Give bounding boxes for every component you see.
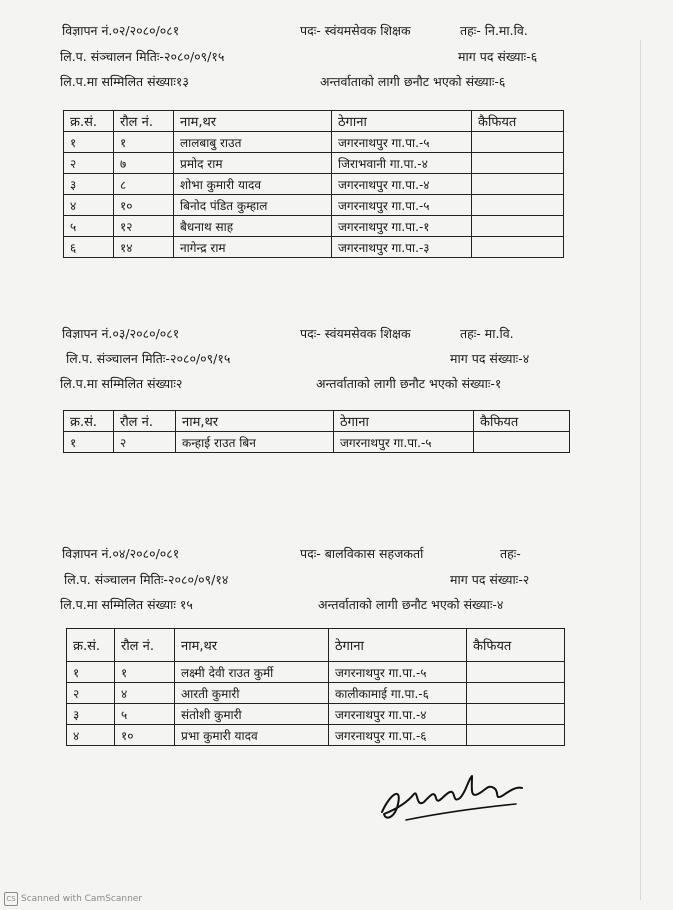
- notice-number: विज्ञापन नं.०३/२०८०/०८१: [62, 326, 180, 341]
- cell-address: जगरनाथपुर गा.पा.-५: [332, 195, 472, 216]
- cell-address: जगरनाथपुर गा.पा.-१: [332, 216, 472, 237]
- table-row: [64, 174, 564, 195]
- cell-serial: ३: [67, 704, 115, 725]
- notice-number: विज्ञापन नं.०४/२०८०/०८१: [62, 546, 180, 561]
- cell-remarks: [472, 153, 564, 174]
- header-address: ठेगाना: [332, 111, 472, 132]
- cell-name: बिनोद पंडित कुम्हाल: [174, 195, 332, 216]
- header-remarks: कैफियत: [472, 111, 564, 132]
- post-title: पदः- स्वंयमसेवक शिक्षक: [300, 326, 411, 341]
- table-row: [64, 216, 564, 237]
- cell-serial: १: [64, 132, 114, 153]
- level: तहः- नि.मा.वि.: [460, 23, 528, 38]
- shortlisted-count: अन्तर्वाताको लागी छनौट भएको संख्याः-६: [320, 74, 506, 89]
- header-roll: रौल नं.: [114, 111, 174, 132]
- cell-name: कन्हाई राउत बिन: [176, 432, 334, 453]
- shortlisted-count: अन्तर्वाताको लागी छनौट भएको संख्याः-४: [318, 597, 504, 612]
- participant-count: लि.प.मा सम्मिलित संख्याः १५: [60, 597, 193, 612]
- cell-serial: १: [64, 432, 114, 453]
- header-address: ठेगाना: [329, 629, 467, 662]
- cell-remarks: [472, 216, 564, 237]
- cell-name: आरती कुमारी: [175, 683, 329, 704]
- cell-roll: ४: [115, 683, 175, 704]
- demand-count: माग पद संख्याः-६: [458, 49, 538, 64]
- cell-roll: ५: [115, 704, 175, 725]
- cell-serial: १: [67, 662, 115, 683]
- exam-date: लि.प. संञ्चालन मितिः-२०८०/०९/१५: [60, 49, 225, 64]
- level: तहः- मा.वि.: [460, 326, 514, 341]
- cell-serial: ६: [64, 237, 114, 258]
- header-serial: क्र.सं.: [67, 629, 115, 662]
- cell-roll: १०: [114, 195, 174, 216]
- shortlist-table: [63, 110, 564, 258]
- cell-serial: ३: [64, 174, 114, 195]
- cell-address: जगरनाथपुर गा.पा.-४: [332, 174, 472, 195]
- exam-date: लि.प. संञ्चालन मितिः-२०८०/०९/१५: [66, 351, 231, 366]
- cell-remarks: [472, 195, 564, 216]
- signature-image: [376, 764, 526, 828]
- header-name: नाम,थर: [174, 111, 332, 132]
- cell-address: जगरनाथपुर गा.पा.-३: [332, 237, 472, 258]
- cell-roll: ८: [114, 174, 174, 195]
- cell-remarks: [467, 683, 565, 704]
- shortlist-table: [63, 410, 570, 453]
- table-row: [67, 683, 565, 704]
- table-row: [64, 153, 564, 174]
- table-row: [64, 132, 564, 153]
- demand-count: माग पद संख्याः-२: [450, 572, 530, 587]
- cell-serial: ५: [64, 216, 114, 237]
- cell-roll: १२: [114, 216, 174, 237]
- header-roll: रौल नं.: [115, 629, 175, 662]
- cell-name: लक्ष्मी देवी राउत कुर्मी: [175, 662, 329, 683]
- header-serial: क्र.सं.: [64, 411, 114, 432]
- table-row: [64, 237, 564, 258]
- header-name: नाम,थर: [176, 411, 334, 432]
- camscanner-text: Scanned with CamScanner: [21, 894, 143, 904]
- cell-remarks: [467, 704, 565, 725]
- table-header-row: [67, 629, 565, 662]
- table-row: [67, 662, 565, 683]
- cell-remarks: [472, 174, 564, 195]
- cell-roll: १४: [114, 237, 174, 258]
- header-name: नाम,थर: [175, 629, 329, 662]
- post-title: पदः- बालविकास सहजकर्ता: [300, 546, 424, 561]
- exam-date: लि.प. संञ्चालन मितिः-२०८०/०९/१४: [64, 572, 229, 587]
- page-edge-shadow: [640, 40, 641, 900]
- cell-roll: ७: [114, 153, 174, 174]
- cell-name: प्रमोद राम: [174, 153, 332, 174]
- cell-roll: १०: [115, 725, 175, 746]
- cell-address: जगरनाथपुर गा.पा.-६: [329, 725, 467, 746]
- participant-count: लि.प.मा सम्मिलित संख्याः१३: [60, 74, 189, 89]
- cell-roll: १: [115, 662, 175, 683]
- cell-remarks: [472, 237, 564, 258]
- shortlist-table: [66, 628, 565, 746]
- header-remarks: कैफियत: [467, 629, 565, 662]
- participant-count: लि.प.मा सम्मिलित संख्याः२: [60, 376, 183, 391]
- header-remarks: कैफियत: [474, 411, 570, 432]
- cell-address: कालीकामाई गा.पा.-६: [329, 683, 467, 704]
- cell-name: लालबाबु राउत: [174, 132, 332, 153]
- post-title: पदः- स्वंयमसेवक शिक्षक: [300, 23, 411, 38]
- cell-address: जगरनाथपुर गा.पा.-४: [329, 704, 467, 725]
- cell-address: जगरनाथपुर गा.पा.-५: [334, 432, 474, 453]
- camscanner-watermark: [4, 892, 142, 906]
- cell-remarks: [467, 662, 565, 683]
- cell-serial: २: [64, 153, 114, 174]
- cell-name: संतोशी कुमारी: [175, 704, 329, 725]
- demand-count: माग पद संख्याः-४: [450, 351, 530, 366]
- cell-roll: १: [114, 132, 174, 153]
- cell-serial: २: [67, 683, 115, 704]
- cell-remarks: [474, 432, 570, 453]
- table-row: [64, 432, 570, 453]
- cell-name: नागेन्द्र राम: [174, 237, 332, 258]
- table-row: [64, 195, 564, 216]
- table-header-row: [64, 411, 570, 432]
- cell-roll: २: [114, 432, 176, 453]
- cell-address: जिराभवानी गा.पा.-४: [332, 153, 472, 174]
- cell-remarks: [467, 725, 565, 746]
- camscanner-icon: CS: [4, 892, 18, 906]
- cell-remarks: [472, 132, 564, 153]
- header-serial: क्र.सं.: [64, 111, 114, 132]
- cell-address: जगरनाथपुर गा.पा.-५: [329, 662, 467, 683]
- cell-address: जगरनाथपुर गा.पा.-५: [332, 132, 472, 153]
- shortlisted-count: अन्तर्वाताको लागी छनौट भएको संख्याः-१: [316, 376, 502, 391]
- cell-name: प्रभा कुमारी यादव: [175, 725, 329, 746]
- cell-name: शोभा कुमारी यादव: [174, 174, 332, 195]
- cell-serial: ४: [64, 195, 114, 216]
- table-row: [67, 725, 565, 746]
- table-row: [67, 704, 565, 725]
- header-roll: रौल नं.: [114, 411, 176, 432]
- notice-number: विज्ञापन नं.०२/२०८०/०८१: [62, 23, 180, 38]
- cell-serial: ४: [67, 725, 115, 746]
- header-address: ठेगाना: [334, 411, 474, 432]
- level: तहः-: [500, 546, 521, 561]
- cell-name: बैधनाथ साह: [174, 216, 332, 237]
- table-header-row: [64, 111, 564, 132]
